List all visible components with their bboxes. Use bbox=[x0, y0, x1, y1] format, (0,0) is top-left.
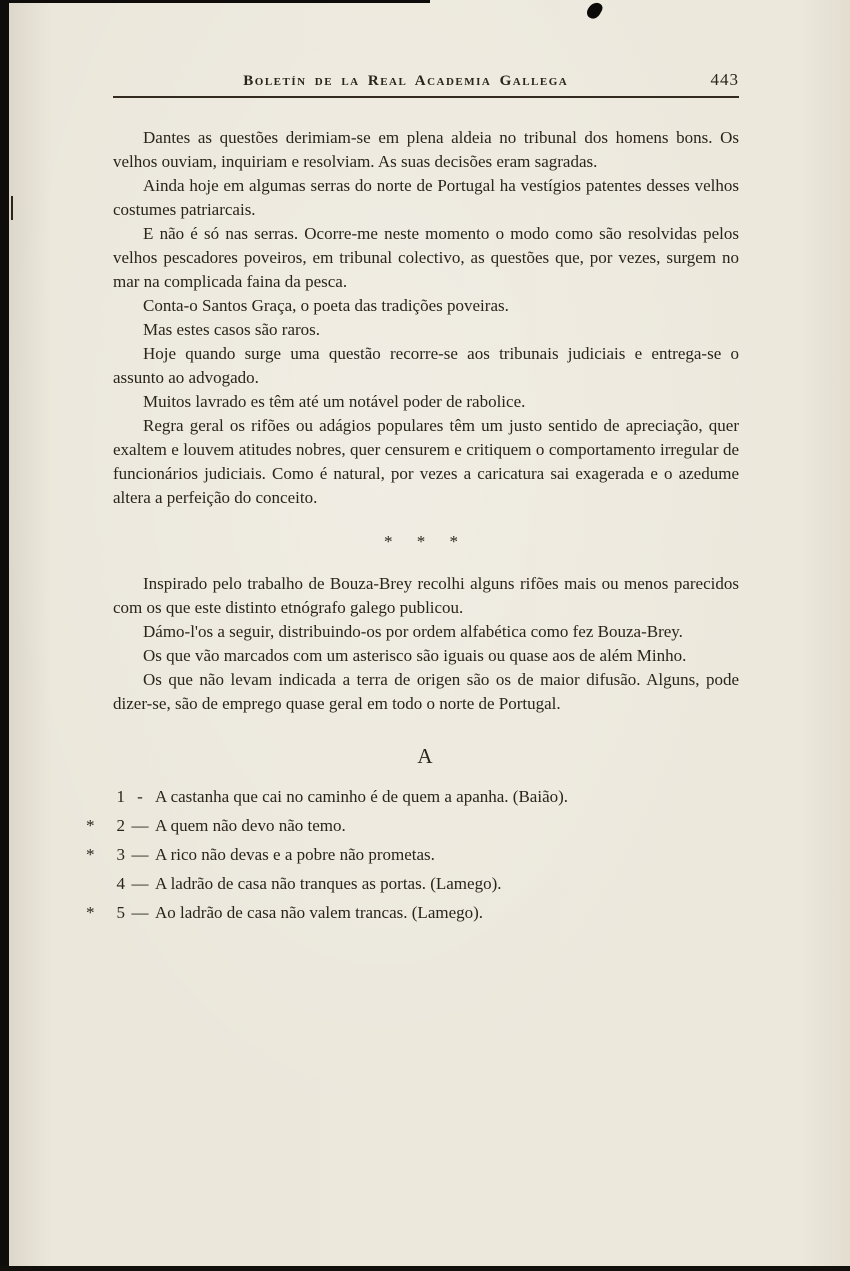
margin-mark-artifact bbox=[11, 196, 13, 220]
list-item bbox=[86, 843, 739, 867]
item-text: A rico não devas e a pobre não prometas. bbox=[155, 845, 435, 864]
item-number: 3 bbox=[116, 845, 125, 864]
list-item bbox=[86, 872, 739, 896]
paragraph: Hoje quando surge uma questão recorre-se aos tribunais judiciais e entrega-se o assunto ao advogado. bbox=[113, 344, 739, 387]
item-text: A castanha que cai no caminho é de quem a apanha. (Baião). bbox=[155, 787, 569, 806]
item-text: Ao ladrão de casa não valem trancas. (Lamego). bbox=[155, 903, 484, 922]
paragraph: Ainda hoje em algumas serras do norte de Portugal ha vestígios patentes desses velhos costumes patriarcais. bbox=[113, 176, 739, 219]
paragraph: Dantes as questões derimiam-se em plena aldeia no tribunal dos homens bons. Os velhos ouviam, inquiriam e resolviam. As suas decisões eram sagradas. bbox=[113, 128, 739, 171]
paragraph: Os que não levam indicada a terra de origen são os de maior difusão. Alguns, pode dizer-se, são de emprego quase geral em todo o norte de Portugal. bbox=[113, 670, 739, 713]
item-text: A quem não devo não temo. bbox=[155, 816, 346, 835]
item-dash: — bbox=[131, 845, 149, 864]
paragraph: Muitos lavrado es têm até um notável poder de rabolice. bbox=[143, 392, 526, 411]
paragraph: Regra geral os rifões ou adágios populares têm um justo sentido de apreciação, quer exaltem e louvem atitudes nobres, quer censurem e critiquem o comportamento irregular de funcionários judiciais. Como é natural, por vezes a caricatura sai exagerada e o azedume altera a perfeição do conceito. bbox=[113, 416, 739, 507]
item-text: A ladrão de casa não tranques as portas. (Lamego). bbox=[155, 874, 502, 893]
item-number: 1 bbox=[116, 787, 125, 806]
page-number: 443 bbox=[710, 70, 739, 89]
section-heading-a: A bbox=[417, 744, 435, 768]
item-dash: — bbox=[131, 874, 149, 893]
paragraph: E não é só nas serras. Ocorre-me neste momento o modo como são resolvidas pelos velhos pescadores poveiros, em tribunal colectivo, as questões que, por vezes, surgem no mar na complicada faina da pesca. bbox=[113, 224, 739, 291]
item-number: 2 bbox=[116, 816, 125, 835]
proverb-list bbox=[86, 785, 739, 925]
asterisk-marker bbox=[86, 785, 106, 809]
paragraph: Dámo-l'os a seguir, distribuindo-os por ordem alfabética como fez Bouza-Brey. bbox=[143, 622, 683, 641]
item-number: 5 bbox=[116, 903, 125, 922]
journal-title: Boletín de la Real Academia Gallega bbox=[243, 73, 569, 89]
paragraph: Inspirado pelo trabalho de Bouza-Brey recolhi alguns rifões mais ou menos parecidos com os que este distinto etnógrafo galego publicou. bbox=[113, 574, 739, 617]
asterisk-marker bbox=[86, 872, 106, 896]
list-item bbox=[86, 901, 739, 925]
list-item bbox=[86, 814, 739, 838]
item-dash: — bbox=[131, 816, 149, 835]
paragraph: Os que vão marcados com um asterisco são iguais ou quase aos de além Minho. bbox=[143, 646, 687, 665]
asterisk-separator: * * * bbox=[384, 532, 468, 551]
paragraph: Conta-o Santos Graça, o poeta das tradições poveiras. bbox=[143, 296, 509, 315]
list-item bbox=[86, 785, 739, 809]
item-dash: - bbox=[137, 787, 143, 806]
asterisk-marker: * bbox=[86, 845, 95, 864]
scan-edge-top bbox=[0, 0, 430, 3]
running-header bbox=[113, 70, 739, 98]
item-dash: — bbox=[131, 903, 149, 922]
ink-blot-artifact bbox=[585, 0, 604, 21]
scan-edge-left bbox=[0, 0, 9, 1271]
page bbox=[86, 70, 739, 930]
asterisk-marker: * bbox=[86, 903, 95, 922]
paragraph: Mas estes casos são raros. bbox=[143, 320, 321, 339]
asterisk-marker: * bbox=[86, 816, 95, 835]
item-number: 4 bbox=[116, 874, 125, 893]
scan-edge-bottom bbox=[0, 1266, 850, 1271]
